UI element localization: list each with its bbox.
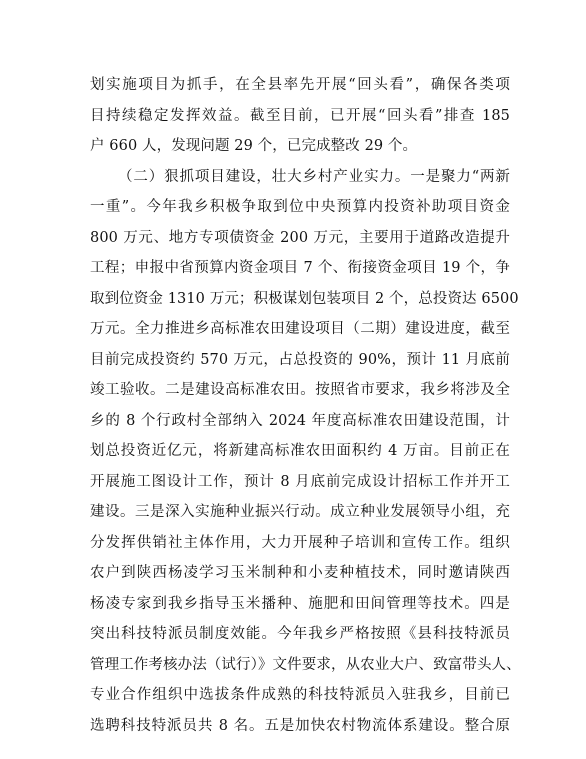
- text-line: 目前完成投资约 570 万元，占总投资的 90%，预计 11 月底前: [90, 351, 510, 368]
- text-line: 杨凌专家到我乡指导玉米播种、施肥和田间管理等技术。四是: [90, 595, 510, 612]
- text-line: 管理工作考核办法（试行）》文件要求，从农业大户、致富带头人、: [90, 656, 521, 673]
- text-line: 竣工验收。二是建设高标准农田。按照省市要求，我乡将涉及全: [90, 382, 510, 398]
- text-line: 突出科技特派员制度效能。今年我乡严格按照《县科技特派员: [90, 626, 510, 642]
- text-line: 划总投资近亿元，将新建高标准农田面积约 4 万亩。目前正在: [90, 443, 510, 459]
- text-line: 万元。全力推进乡高标准农田建设项目（二期）建设进度，截至: [90, 321, 510, 337]
- text-line: 取到位资金 1310 万元；积极谋划包装项目 2 个，总投资达 6500: [90, 290, 519, 307]
- text-line: 工程；申报中省预算内资金项目 7 个、衔接资金项目 19 个，争: [90, 260, 510, 276]
- text-line: 建设。三是深入实施种业振兴行动。成立种业发展领导小组，充: [90, 504, 510, 520]
- text-line: 农户到陕西杨凌学习玉米制种和小麦种植技术，同时邀请陕西: [90, 565, 510, 581]
- text-line: 分发挥供销社主体作用，大力开展种子培训和宣传工作。组织: [90, 534, 510, 551]
- text-line: 目持续稳定发挥效益。截至目前，已开展“回头看”排查 185: [90, 107, 510, 124]
- section-heading-line: （二）狠抓项目建设，壮大乡村产业实力。一是聚力“两新: [118, 168, 510, 185]
- text-line: 选聘科技特派员共 8 名。五是加快农村物流体系建设。整合原: [90, 717, 510, 734]
- text-line: 一重”。今年我乡积极争取到位中央预算内投资补助项目资金: [90, 199, 510, 215]
- text-line: 专业合作组织中选拔条件成熟的科技特派员入驻我乡，目前已: [90, 687, 510, 703]
- text-line-paragraph-end: 户 660 人，发现问题 29 个，已完成整改 29 个。: [90, 138, 418, 154]
- text-line: 乡的 8 个行政村全部纳入 2024 年度高标准农田建设范围，计: [90, 412, 510, 429]
- body-text: [90, 70, 521, 741]
- text-line: 划实施项目为抓手，在全县率先开展“回头看”，确保各类项: [90, 77, 510, 93]
- text-line: 800 万元、地方专项债资金 200 万元，主要用于道路改造提升: [90, 229, 510, 246]
- text-line: 开展施工图设计工作，预计 8 月底前完成设计招标工作并开工: [90, 473, 510, 490]
